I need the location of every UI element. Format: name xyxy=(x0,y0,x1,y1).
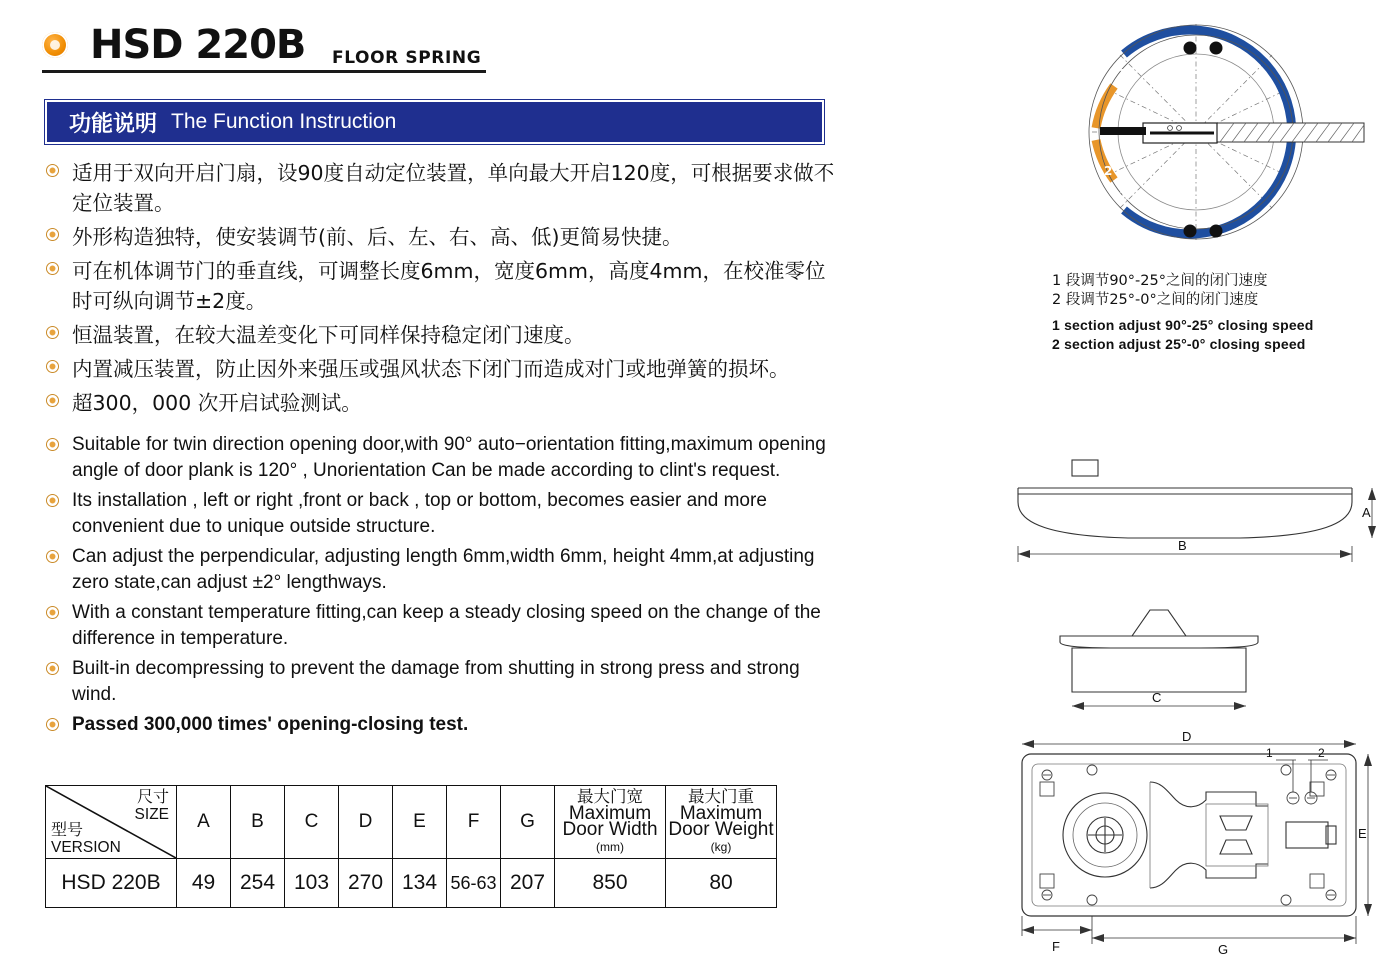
legend-en-line-2: 2 section adjust 25°-0° closing speed xyxy=(1052,336,1306,352)
svg-text:C: C xyxy=(1152,690,1162,705)
feature-text: 适用于双向开启门扇，设90度自动定位装置，单向最大开启120度，可根据要求做不定位装置。 xyxy=(72,161,835,215)
column-header-max-door-weight xyxy=(666,786,777,859)
feature-text: 内置减压装置，防止因外来强压或强风状态下闭门而造成对门或地弹簧的损坏。 xyxy=(72,357,790,381)
svg-text:D: D xyxy=(1182,730,1192,744)
max-door-width-en2: Door Width xyxy=(562,819,658,840)
bullet-dot-icon xyxy=(47,439,58,450)
plan-view-diagram xyxy=(1000,730,1400,955)
bullet-dot-icon xyxy=(47,607,58,618)
title-divider xyxy=(42,70,486,73)
side-elevation-diagram xyxy=(1000,450,1400,580)
bullet-dot-icon xyxy=(47,165,58,176)
svg-text:F: F xyxy=(1052,939,1060,954)
list-item xyxy=(45,488,835,540)
diagram-legend xyxy=(1052,272,1392,354)
svg-text:1: 1 xyxy=(1266,746,1273,760)
bullet-dot-icon xyxy=(47,495,58,506)
feature-text: With a constant temperature fitting,can keep a steady closing speed on the change of the difference in temperature. xyxy=(72,602,821,649)
bullet-dot-icon xyxy=(47,551,58,562)
max-door-weight-cn: 最大门重 xyxy=(688,787,754,806)
features-list-chinese xyxy=(45,158,835,422)
feature-text: 可在机体调节门的垂直线，可调整长度6mm，宽度6mm，高度4mm，在校准零位时可纵向调节±2度。 xyxy=(72,259,826,313)
cell-c: 103 xyxy=(285,859,339,908)
column-header-g: G xyxy=(501,786,555,859)
svg-text:2: 2 xyxy=(1104,116,1113,130)
column-header-d: D xyxy=(339,786,393,859)
list-item xyxy=(45,222,835,252)
max-door-weight-en2: Door Weight xyxy=(668,819,774,840)
list-item xyxy=(45,354,835,384)
version-label-cn: 型号 xyxy=(51,820,84,839)
feature-text: Its installation , left or right ,front or back , top or bottom, becomes easier and more convenient due to unique outside structure. xyxy=(72,490,767,537)
svg-text:1: 1 xyxy=(1119,189,1128,203)
feature-text: 超300，000 次开启试验测试。 xyxy=(72,391,362,415)
column-header-b: B xyxy=(231,786,285,859)
max-door-width-en1: Maximum xyxy=(568,803,652,824)
cell-g: 207 xyxy=(501,859,555,908)
section-title-cn: 功能说明 xyxy=(69,111,158,137)
bullet-dot-icon xyxy=(47,395,58,406)
list-item xyxy=(45,432,835,484)
door-swing-diagram xyxy=(1000,0,1400,270)
table-row xyxy=(46,859,777,908)
bullet-dot-icon xyxy=(47,663,58,674)
column-header-a: A xyxy=(177,786,231,859)
specification-table xyxy=(45,785,777,908)
list-item xyxy=(45,388,835,418)
version-label-en: VERSION xyxy=(51,839,121,856)
page-header xyxy=(42,18,822,80)
cell-max-door-weight: 80 xyxy=(666,859,777,908)
legend-cn-line-2: 2 段调节25°-0°之间的闭门速度 xyxy=(1052,292,1259,308)
list-item xyxy=(45,544,835,596)
section-title-en: The Function Instruction xyxy=(171,110,397,133)
section-header-function-instruction xyxy=(45,100,824,144)
svg-text:2: 2 xyxy=(1318,746,1325,760)
cell-b: 254 xyxy=(231,859,285,908)
flower-logo-icon xyxy=(42,32,68,58)
svg-text:1: 1 xyxy=(1119,67,1128,81)
max-door-weight-en1: Maximum xyxy=(679,803,763,824)
max-door-weight-unit: (kg) xyxy=(710,840,732,854)
legend-en-line-1: 1 section adjust 90°-25° closing speed xyxy=(1052,317,1314,333)
column-header-f: F xyxy=(447,786,501,859)
cell-a: 49 xyxy=(177,859,231,908)
bullet-dot-icon xyxy=(47,361,58,372)
feature-text: Suitable for twin direction opening door,with 90° auto−orientation fitting,maximum opening angle of door plank is 120° , Unorientation Can be made according to clint's request. xyxy=(72,434,826,481)
list-item xyxy=(45,320,835,350)
max-door-width-cn: 最大门宽 xyxy=(577,787,643,806)
page-title: HSD 220B xyxy=(90,22,306,68)
size-label-en: SIZE xyxy=(134,806,169,823)
cell-d: 270 xyxy=(339,859,393,908)
cell-model: HSD 220B xyxy=(46,859,177,908)
table-header-row xyxy=(46,786,777,859)
list-item xyxy=(45,158,835,218)
list-item xyxy=(45,656,835,708)
feature-text: Passed 300,000 times' opening-closing test. xyxy=(72,714,469,735)
version-label xyxy=(51,821,121,856)
size-label-cn: 尺寸 xyxy=(136,787,169,806)
list-item xyxy=(45,600,835,652)
features-list-english xyxy=(45,432,835,742)
column-header-e: E xyxy=(393,786,447,859)
column-header-max-door-width xyxy=(555,786,666,859)
size-label xyxy=(135,788,169,823)
legend-cn-line-1: 1 段调节90°-25°之间的闭门速度 xyxy=(1052,273,1268,289)
feature-text: 外形构造独特，使安装调节(前、后、左、右、高、低)更简易快捷。 xyxy=(72,225,683,249)
technical-diagrams xyxy=(1000,0,1400,957)
svg-text:A: A xyxy=(1362,505,1371,520)
bullet-dot-icon xyxy=(47,327,58,338)
svg-text:2: 2 xyxy=(1104,164,1113,178)
feature-text: Can adjust the perpendicular, adjusting length 6mm,width 6mm, height 4mm,at adjusting zero state,can adjust ±2° lengthways. xyxy=(72,546,815,593)
list-item xyxy=(45,256,835,316)
svg-text:B: B xyxy=(1178,538,1187,553)
cell-max-door-width: 850 xyxy=(555,859,666,908)
svg-text:G: G xyxy=(1218,942,1229,955)
cell-f: 56-63 xyxy=(447,859,501,908)
bullet-dot-icon xyxy=(47,263,58,274)
list-item xyxy=(45,712,835,738)
column-header-c: C xyxy=(285,786,339,859)
pivot-elevation-diagram xyxy=(1000,600,1400,730)
cell-e: 134 xyxy=(393,859,447,908)
feature-text: Built-in decompressing to prevent the damage from shutting in strong press and strong wind. xyxy=(72,658,800,705)
bullet-dot-icon xyxy=(47,229,58,240)
svg-text:E: E xyxy=(1358,826,1367,841)
table-corner-header xyxy=(46,786,177,859)
feature-text: 恒温装置，在较大温差变化下可同样保持稳定闭门速度。 xyxy=(72,323,585,347)
bullet-dot-icon xyxy=(47,719,58,730)
max-door-width-unit: (mm) xyxy=(596,840,624,854)
product-type-label: FLOOR SPRING xyxy=(332,48,482,68)
